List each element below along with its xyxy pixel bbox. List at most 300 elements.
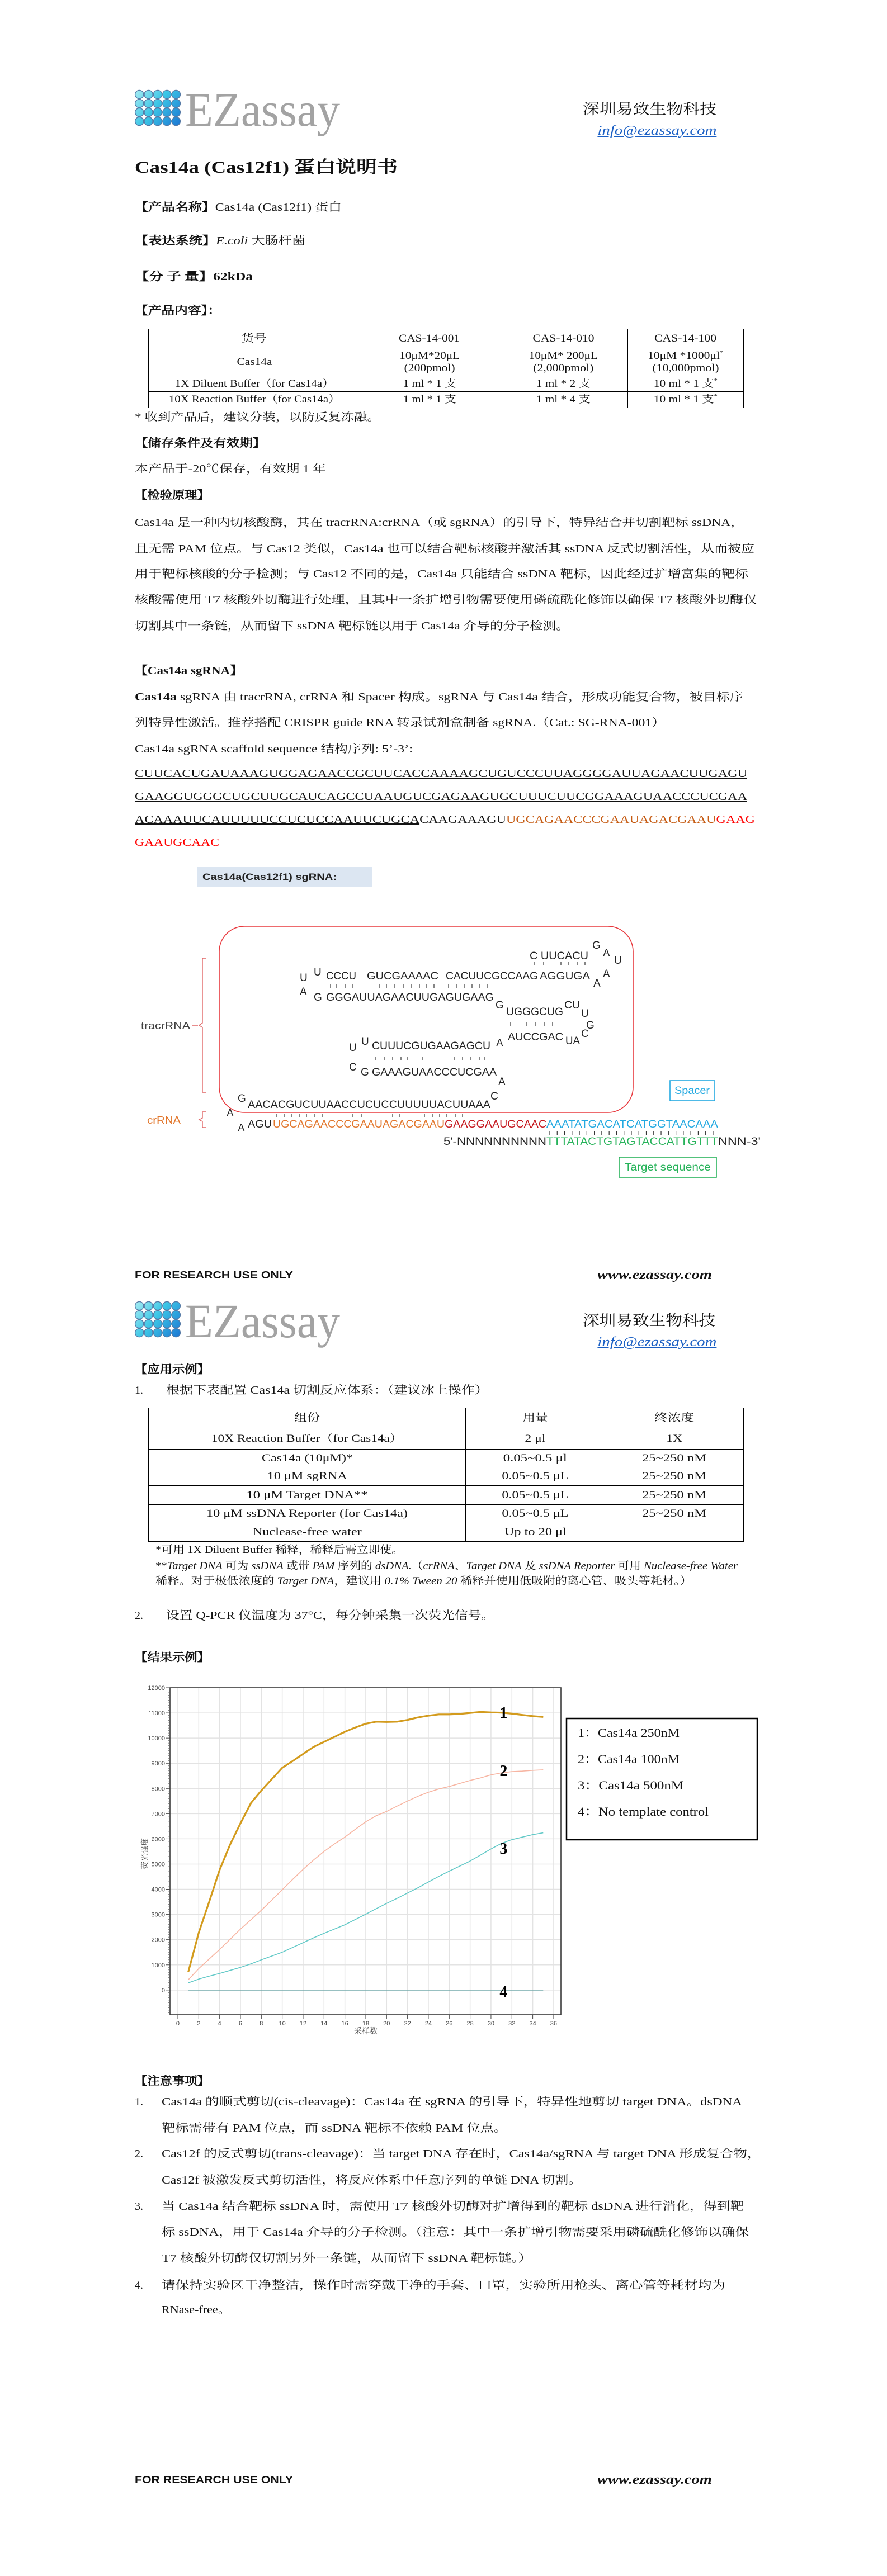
x-tick-label: 2 [197, 2020, 201, 2027]
loop-nucleotide: U [300, 972, 308, 984]
logo-dot [153, 1301, 162, 1310]
footnote-mark: * [714, 393, 718, 400]
text-segment: sgRNA 由 tracrRNA, crRNA 和 Spacer 构成。sgRNA 与 Cas14a 结合，形成功能复合物，被目标序 [176, 691, 743, 703]
y-tick-label: 10000 [148, 1735, 165, 1742]
principle-line: 用于靶标核酸的分子检测；与 Cas12 不同的是，Cas14a 只能结合 ssDNA 靶标，因此经过扩增富集的靶标 [135, 568, 749, 580]
logo-dot [144, 1301, 153, 1310]
logo-dot [144, 117, 153, 125]
application-heading: 【应用示例】 [135, 1363, 210, 1376]
target-sequence: TTTATACTGTAGTACCATTGTTT [546, 1136, 719, 1148]
cell-text: 25~250 nM [642, 1452, 706, 1464]
crrna-sequence [248, 1119, 718, 1130]
text-segment: 【产品名称】 [135, 201, 215, 214]
x-tick-label: 10 [279, 2020, 286, 2027]
table-cell [605, 1486, 744, 1505]
y-axis-label: 荧光强度 [140, 1838, 149, 1869]
footnote-mark: * [720, 349, 724, 356]
loop-nucleotide: A [227, 1107, 234, 1119]
cell-text: 25~250 nM [642, 1489, 706, 1501]
series-number-label: 2 [499, 1762, 508, 1780]
loop-nucleotide: UA [565, 1035, 581, 1047]
note-line: RNase-free。 [162, 2304, 231, 2316]
company-name: 深圳易致生物科技 [582, 101, 716, 117]
legend-entry: 4：No template control [578, 1805, 709, 1819]
contents-table [148, 329, 744, 408]
crrna-bracket [199, 1112, 206, 1128]
text-segment: CUUCACUGAUAAAGUGGAGAACCGCUUCACCAAAAGCUGUCCCUUAGGGGAUUAGAACUUGAGU [135, 768, 747, 780]
table-row [149, 392, 744, 408]
logo-dot-grid [135, 1301, 181, 1337]
stem-sequence: GGGAUUAGAACUUGAGUGAAG [326, 992, 494, 1003]
cell-text: 25~250 nM [642, 1470, 706, 1482]
x-tick-label: 26 [446, 2020, 453, 2027]
text-segment: 大肠杆菌 [248, 235, 306, 247]
logo-dot [153, 1319, 162, 1328]
cell-text: 货号 [241, 332, 267, 344]
cell-text: 10 ml * 1 支 [653, 377, 714, 390]
y-tick-label: 2000 [151, 1936, 165, 1944]
table-header-row [149, 1408, 744, 1428]
tracrrna-bracket [192, 958, 206, 1092]
text-segment: crRNA [423, 1560, 455, 1572]
table-cell [149, 376, 360, 392]
table-cell [466, 1428, 605, 1450]
logo-dot [163, 1319, 171, 1328]
x-tick-label: 28 [466, 2020, 474, 2027]
spacer-legend-label: Spacer [674, 1085, 710, 1097]
logo-dot [153, 1310, 162, 1319]
logo-dot [144, 1328, 153, 1337]
scaffold-sequence-line [135, 836, 219, 849]
series-number-label: 4 [499, 1983, 508, 2001]
tracrrna-label: tracrRNA [141, 1020, 190, 1031]
website-text: www.ezassay.com [597, 2473, 712, 2487]
logo-dot [172, 1319, 180, 1328]
x-tick-label: 4 [218, 2020, 221, 2027]
cell-text: 10 ml * 1 支 [653, 394, 714, 405]
y-tick-label: 1000 [151, 1962, 165, 1969]
sgrna-structure-diagram [134, 861, 775, 1185]
cell-text: 10 μM ssDNA Reporter (for Cas14a) [206, 1508, 408, 1519]
table-cell [360, 392, 499, 408]
logo-dot [163, 108, 171, 116]
text-segment: 序列的 [334, 1560, 375, 1572]
cell-text: 1X Diluent Buffer（for Cas14a） [174, 377, 334, 390]
table-cell [466, 1486, 605, 1505]
stem-sequence: AGGUGA [540, 970, 591, 982]
cell-text: Cas14a [236, 356, 272, 368]
logo-dot [144, 90, 153, 98]
target-dna-sequence [444, 1136, 761, 1148]
chart-annotations [499, 1704, 507, 2001]
table-header-cell [466, 1408, 605, 1428]
text-segment: Target DNA [466, 1560, 522, 1572]
logo-dot [172, 1328, 180, 1337]
x-tick-label: 20 [383, 2020, 390, 2027]
nucleotide-labels [227, 940, 622, 1134]
cell-text-group [654, 378, 718, 390]
logo-dot [135, 117, 144, 125]
loop-nucleotide: G [238, 1093, 246, 1105]
loop-nucleotide: A [496, 1038, 503, 1049]
text-segment: PAM [312, 1560, 335, 1572]
scaffold-sequence-line [135, 767, 747, 780]
cell-text: 1 ml * 2 支 [536, 377, 591, 390]
text-segment: 或带 [283, 1560, 313, 1572]
step-number: 1. [135, 1384, 143, 1396]
table-cell [149, 1523, 466, 1542]
principle-line: 核酸需使用 T7 核酸外切酶进行处理，且其中一条扩增引物需要使用磷硫酰化修饰以确保 T7 核酸外切酶仅 [135, 594, 757, 606]
table-cell [466, 1450, 605, 1467]
cell-text: 0.05~0.5 μl [503, 1452, 568, 1464]
text-segment: ** [155, 1560, 167, 1572]
cell-text: 0.05~0.5 μL [502, 1489, 569, 1501]
series-number-label: 1 [499, 1704, 508, 1722]
table-row [149, 1450, 744, 1467]
logo-dot [172, 90, 180, 98]
loop-nucleotide: A [593, 978, 601, 989]
stem-sequence: AUCCGAC [508, 1031, 563, 1043]
note-line: 当 Cas14a 结合靶标 ssDNA 时，需使用 T7 核酸外切酶对扩增得到的靶标 dsDNA 进行消化，得到靶 [162, 2200, 744, 2213]
note-number: 3. [135, 2200, 143, 2213]
x-tick-label: 16 [341, 2020, 348, 2027]
step-text: 根据下表配置 Cas14a 切割反应体系：（建议冰上操作） [166, 1384, 489, 1396]
crrna-label: crRNA [147, 1115, 181, 1126]
x-tick-label: 34 [529, 2020, 536, 2027]
text-segment: 【表达系统】 [135, 235, 216, 247]
logo-dot [135, 99, 144, 107]
note-line: Cas14a 的顺式剪切(cis-cleavage)：Cas14a 在 sgRNA 的引导下，特异性地剪切 target DNA。dsDNA [162, 2096, 742, 2108]
stem-sequence: GUCGAAAAC [367, 970, 438, 982]
x-tick-label: 32 [508, 2020, 516, 2027]
table-header-cell [360, 329, 499, 348]
logo-dot [153, 99, 162, 107]
y-tick-label: 5000 [151, 1861, 165, 1868]
table-cell [628, 376, 744, 392]
text-segment: 可用 [615, 1560, 644, 1572]
x-tick-label: 0 [176, 2020, 180, 2027]
stem-sequence: C UUCACU [530, 950, 588, 962]
principle-line: Cas14a 是一种内切核酸酶，其在 tracrRNA:crRNA（或 sgRNA）的引导下，特异结合并切割靶标 ssDNA， [135, 517, 744, 529]
target-5prime-flank: 5'-NNNNNNNNNN [444, 1136, 546, 1148]
cell-text: (200pmol) [404, 362, 455, 374]
logo-dot [163, 117, 171, 125]
table-cell [149, 1505, 466, 1523]
loop-nucleotide: C [349, 1062, 357, 1073]
results-heading: 【结果示例】 [135, 1651, 210, 1664]
table-cell [466, 1505, 605, 1523]
loop-nucleotide: C [490, 1091, 498, 1102]
text-segment: ssDNA Reporter [539, 1560, 615, 1572]
ezassay-logo [133, 87, 343, 140]
cell-text: 1 ml * 1 支 [403, 394, 456, 405]
page-title: Cas14a (Cas12f1) 蛋白说明书 [135, 158, 398, 177]
logo-dot [163, 1328, 171, 1337]
ezassay-logo [133, 1298, 343, 1351]
table-cell [149, 1428, 466, 1450]
loop-nucleotide: A [603, 968, 610, 980]
table-cell [605, 1523, 744, 1542]
website-text: www.ezassay.com [597, 1268, 712, 1282]
table-row [149, 1486, 744, 1505]
text-segment: GAAUGCAAC [135, 836, 220, 849]
logo-dot [153, 1328, 162, 1337]
note-line: Cas12f 的反式剪切(trans-cleavage)：当 target DNA 存在时，Cas14a/sgRNA 与 target DNA 形成复合物， [162, 2148, 761, 2160]
y-tick-label: 11000 [148, 1710, 165, 1717]
y-tick-label: 4000 [151, 1886, 165, 1893]
logo-dot [172, 99, 180, 107]
logo-dot [135, 1301, 144, 1310]
logo-dot [172, 1310, 180, 1319]
cell-text: 2 μl [525, 1432, 546, 1445]
logo-dot [163, 90, 171, 98]
table-cell [149, 1467, 466, 1486]
cell-text-group [648, 350, 723, 362]
series-number-label: 3 [499, 1840, 508, 1858]
x-tick-label: 24 [424, 2020, 432, 2027]
loop-nucleotide: G [496, 1000, 504, 1011]
table-note [155, 1575, 692, 1588]
y-tick-label: 8000 [151, 1786, 165, 1793]
text-segment: 【分 子 量】 [135, 271, 214, 283]
x-tick-label: 30 [487, 2020, 495, 2027]
sgrna-intro-line: 列特异性激活。推荐搭配 CRISPR guide RNA 转录试剂盒制备 sgRNA.（Cat.: SG-RNA-001） [135, 717, 666, 729]
table-cell [605, 1467, 744, 1486]
text-segment: ssDNA [251, 1560, 284, 1572]
table-header-cell [628, 329, 744, 348]
principle-heading: 【检验原理】 [135, 489, 210, 501]
logo-dot [153, 117, 162, 125]
loop-nucleotide: U [314, 967, 322, 978]
table-cell [360, 376, 499, 392]
table-header-cell [149, 1408, 466, 1428]
logo-dot [172, 108, 180, 116]
logo-wordmark: EZassay [185, 87, 340, 136]
storage-heading: 【储存条件及有效期】 [135, 437, 266, 449]
logo-dot [144, 1310, 153, 1319]
cell-text: CAS-14-001 [399, 332, 460, 344]
x-tick-label: 12 [299, 2020, 307, 2027]
text-segment: GAAGGUGGGCUGCUUGCAUCAGCCUAAUGUCGAGAAGUGCUUUCUUCGGAAAGUAACCCUCGAA [135, 790, 747, 803]
logo-dot [135, 1328, 144, 1337]
cell-text: 1X [666, 1432, 682, 1445]
logo-dot-grid [135, 90, 181, 125]
text-segment: Nuclease-free Water [644, 1560, 738, 1572]
table-cell [628, 392, 744, 408]
note-line: Cas12f 被激发反式剪切活性，将反应体系中任意序列的单链 DNA 切割。 [162, 2174, 582, 2186]
principle-line: 且无需 PAM 位点。与 Cas12 类似，Cas14a 也可以结合靶标核酸并激活其 ssDNA 反式切割活性，从而被应 [135, 543, 755, 555]
cell-text: 10X Reaction Buffer（for Cas14a） [211, 1432, 403, 1445]
logo-dot [172, 1301, 180, 1310]
table-cell [149, 1450, 466, 1467]
x-tick-label: 18 [362, 2020, 370, 2027]
loop-nucleotide: A [238, 1123, 245, 1134]
logo-dot [163, 99, 171, 107]
text-segment: E.coli [216, 235, 248, 247]
cell-text: 10 μM sgRNA [267, 1470, 347, 1482]
loop-nucleotide: G [586, 1020, 595, 1031]
research-use-notice: FOR RESEARCH USE ONLY [135, 2474, 293, 2485]
cell-text: 用量 [522, 1412, 548, 1424]
diagram-title: Cas14a(Cas12f1) sgRNA: [202, 872, 337, 882]
loop-nucleotide: G [592, 940, 601, 951]
cell-text: 1 ml * 4 支 [536, 394, 591, 405]
scaffold-sequence-line [135, 813, 755, 826]
text-segment: CAAGAAAGU [419, 813, 507, 826]
text-segment: Target DNA [277, 1575, 334, 1587]
note-line: 请保持实验区干净整洁，操作时需穿戴干净的手套、口罩，实验所用枪头、离心管等耗材均为 [162, 2279, 726, 2291]
x-tick-label: 36 [550, 2020, 558, 2027]
logo-dot [144, 1319, 153, 1328]
logo-dot [144, 99, 153, 107]
stem-sequence: CACUUCGCCAAG [446, 970, 538, 982]
principle-line: 切割其中一条链，从而留下 ssDNA 靶标链以用于 Cas14a 介导的分子检测。 [135, 620, 569, 632]
table-header-row [149, 329, 744, 348]
text-segment: 、 [454, 1560, 466, 1572]
text-segment: 稀释并使用低吸附的离心管、吸头等耗材。） [457, 1575, 692, 1587]
cell-text: Nuclease-free water [252, 1526, 362, 1538]
crrna-repeat-prefix: AGU [248, 1119, 272, 1130]
email-link[interactable]: info@ezassay.com [597, 1335, 716, 1349]
step-number: 2. [135, 1609, 143, 1622]
reaction-setup-table [148, 1408, 744, 1542]
text-segment: UGCAGAACCCGAAUAGACGAAU [506, 813, 716, 826]
logo-dot [153, 90, 162, 98]
step-text: 设置 Q-PCR 仪温度为 37°C，每分钟采集一次荧光信号。 [166, 1609, 495, 1622]
table-cell [149, 1486, 466, 1505]
legend-entry: 2：Cas14a 100nM [578, 1752, 680, 1766]
table-row [149, 1467, 744, 1486]
cell-text: 组份 [294, 1412, 320, 1424]
table-cell [499, 376, 628, 392]
cell-text: Up to 20 μl [504, 1526, 567, 1538]
cell-text: 0.05~0.5 μL [502, 1470, 569, 1482]
text-segment: 62kDa [213, 271, 253, 283]
target-3prime-flank: NNN-3' [718, 1136, 761, 1148]
research-use-notice: FOR RESEARCH USE ONLY [135, 1270, 293, 1281]
table-cell [628, 348, 744, 376]
table-cell [466, 1467, 605, 1486]
logo-dot [135, 1310, 144, 1319]
logo-dot [135, 90, 144, 98]
x-tick-label: 6 [238, 2020, 243, 2027]
stem-sequence: GAAAGUAACCCUCGAA [372, 1067, 497, 1078]
table-row [149, 1428, 744, 1450]
cell-text: (2,000pmol) [533, 362, 594, 374]
table-cell [360, 348, 499, 376]
y-tick-label: 6000 [151, 1836, 165, 1843]
cell-text: 10X Reaction Buffer（for Cas14a） [168, 394, 340, 405]
text-segment: ACAAAUUCAUUUUUCCUCUCCAAUUCUGCA [135, 813, 420, 826]
cell-text: 1 ml * 1 支 [403, 377, 456, 390]
y-tick-label: 9000 [151, 1760, 165, 1768]
legend-entry: 1：Cas14a 250nM [578, 1726, 680, 1740]
y-tick-label: 7000 [151, 1811, 165, 1818]
text-segment: GAAG [716, 813, 755, 826]
text-segment: 稀释。对于极低浓度的 [155, 1575, 277, 1587]
logo-dot [172, 117, 180, 125]
note-number: 2. [135, 2148, 143, 2160]
loop-nucleotide: U [361, 1036, 369, 1048]
table-header-cell [499, 329, 628, 348]
text-segment: dsDNA. [375, 1560, 412, 1572]
table-cell [499, 348, 628, 376]
table-cell [605, 1450, 744, 1467]
crrna-repeat-segment: UGCAGAACCCGAAUAGACGAAU [273, 1119, 445, 1130]
logo-dot [144, 108, 153, 116]
scaffold-intro: Cas14a sgRNA scaffold sequence 结构序列: 5’-3’: [135, 743, 413, 755]
x-tick-label: 22 [404, 2020, 411, 2027]
loop-nucleotide: CU [564, 1000, 580, 1011]
cell-text: 0.05~0.5 μL [502, 1508, 569, 1519]
loop-nucleotide: A [300, 986, 307, 998]
logo-dot [163, 1310, 171, 1319]
sgrna-intro-line [135, 690, 743, 704]
cell-text: (10,000pmol) [652, 362, 719, 374]
text-segment: 可为 [222, 1560, 252, 1572]
logo-dot [135, 108, 144, 116]
table-cell [149, 392, 360, 408]
logo-dot [163, 1301, 171, 1310]
loop-nucleotide: C [581, 1028, 589, 1040]
sgrna-heading: 【Cas14a sgRNA】 [135, 665, 243, 677]
table-note [155, 1560, 738, 1573]
text-segment: Cas14a [135, 691, 177, 703]
table-cell [605, 1505, 744, 1523]
cell-text: CAS-14-010 [532, 332, 595, 344]
table-row [149, 1523, 744, 1542]
x-tick-label: 8 [260, 2020, 263, 2027]
y-tick-label: 12000 [148, 1685, 165, 1692]
cell-text: 10μM* 200μL [529, 349, 598, 362]
loop-nucleotide: U [581, 1008, 589, 1020]
loop-nucleotide: A [498, 1076, 506, 1088]
loop-nucleotide: G [361, 1067, 369, 1078]
storage-text: 本产品于-20℃保存，有效期 1 年 [135, 463, 326, 475]
cell-text: 25~250 nM [642, 1508, 706, 1519]
text-segment: 及 [521, 1560, 539, 1572]
table-cell [605, 1428, 744, 1450]
table-row [149, 376, 744, 392]
logo-dot [135, 1319, 144, 1328]
cell-text: 10μM *1000μl [648, 349, 720, 362]
text-segment: Target DNA [167, 1560, 223, 1572]
table-note: *可用 1X Diluent Buffer 稀释，稀释后需立即使。 [155, 1544, 403, 1556]
cell-text-group [654, 394, 718, 406]
table-row [149, 348, 744, 376]
note-line: 标 ssDNA，用于 Cas14a 介导的分子检测。（注意：其中一条扩增引物需要采用磷硫酰化修饰以确保 [162, 2226, 749, 2238]
scaffold-sequence-line [135, 790, 747, 803]
contents-heading: 【产品内容】： [135, 305, 221, 317]
note-line: 靶标需带有 PAM 位点，而 ssDNA 靶标不依赖 PAM 位点。 [162, 2122, 507, 2134]
x-axis-label: 采样数 [354, 2026, 378, 2035]
target-legend-label: Target sequence [625, 1162, 711, 1173]
email-link[interactable]: info@ezassay.com [597, 124, 716, 138]
table-cell [499, 392, 628, 408]
loop-nucleotide: U [349, 1042, 357, 1054]
text-segment: Cas14a (Cas12f1) 蛋白 [215, 201, 342, 214]
stem-sequence: CUUUCGUGAAGAGCU [372, 1040, 490, 1052]
table-row [149, 1505, 744, 1523]
stem-sequence: CCCU [326, 970, 356, 982]
table-header-cell [149, 329, 360, 348]
text-segment: 0.1% Tween 20 [384, 1575, 457, 1587]
loop-nucleotide: A [603, 948, 610, 959]
note-number: 1. [135, 2096, 143, 2108]
note-number: 4. [135, 2279, 143, 2291]
expression-system-line [135, 234, 305, 248]
y-tick-label: 3000 [151, 1911, 165, 1919]
